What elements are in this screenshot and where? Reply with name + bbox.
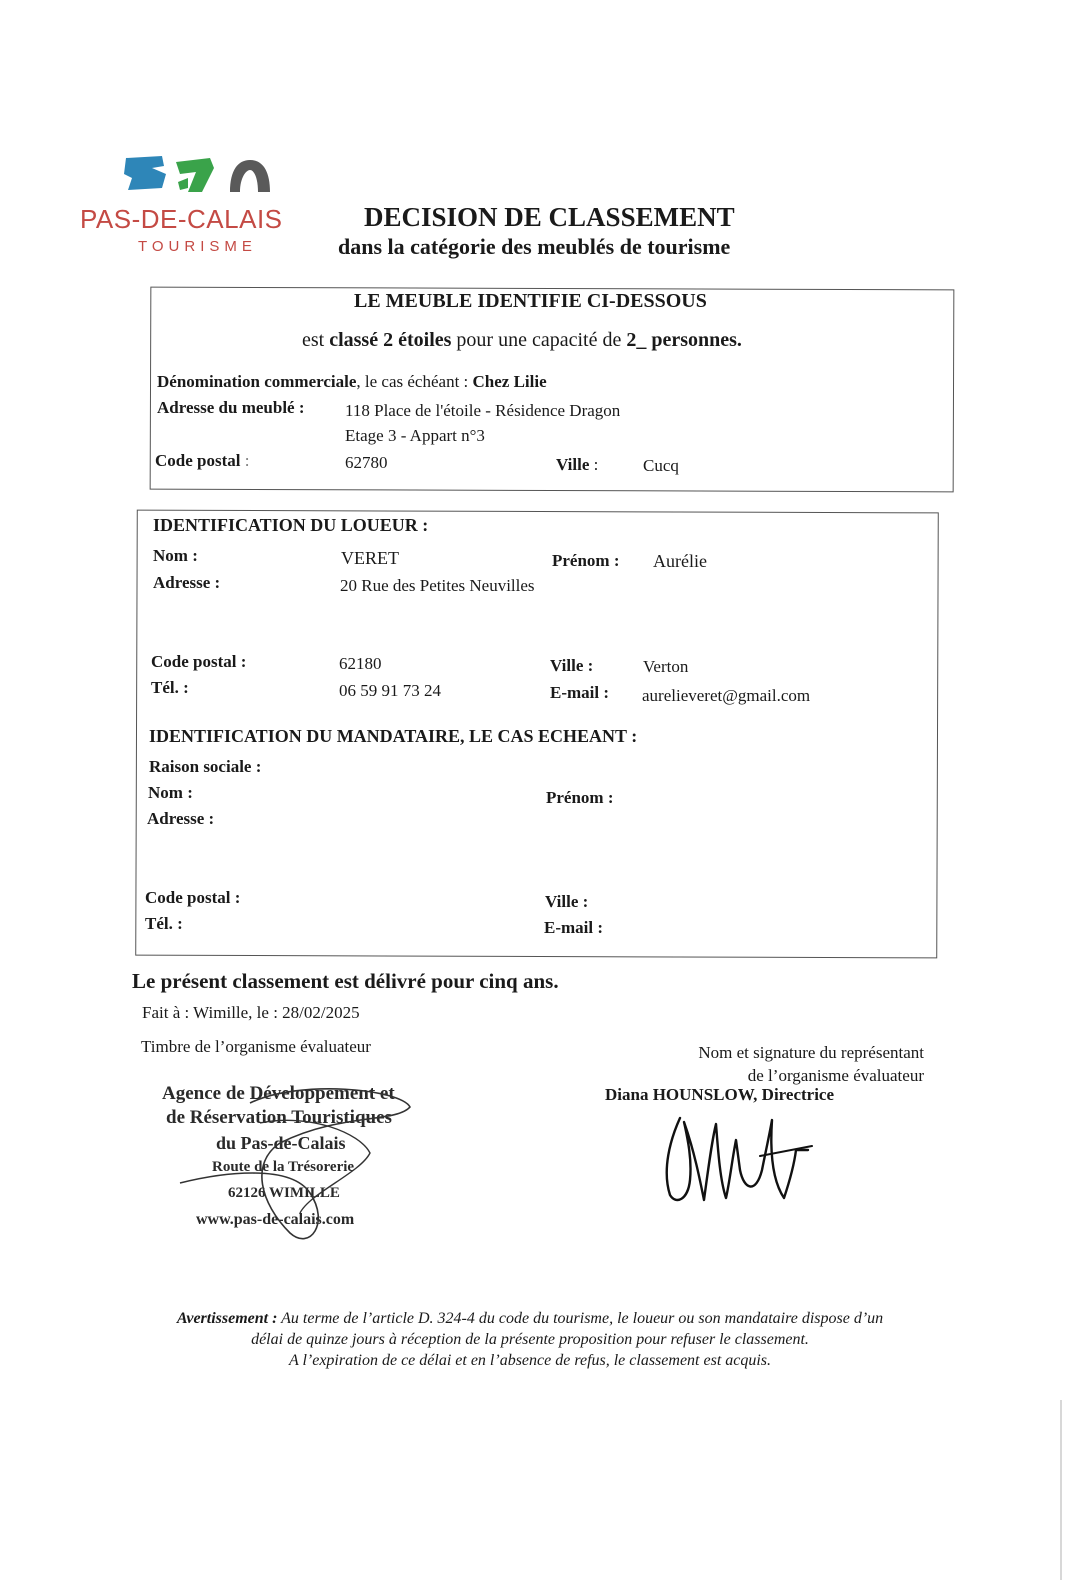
denomination-label: Dénomination commerciale [157,372,357,391]
scan-edge [1060,1400,1062,1580]
mandataire-adresse-label: Adresse : [147,809,215,828]
loueur-tel-label: Tél. : [151,678,189,697]
page-subtitle: dans la catégorie des meublés de tourisme [338,234,731,259]
ville-meuble-row [556,455,598,475]
page-title: DECISION DE CLASSEMENT [364,202,735,232]
warning-label: Avertissement : [176,1310,278,1327]
logo-name: PAS-DE-CALAIS [80,204,283,234]
loueur-heading: IDENTIFICATION DU LOUEUR : [153,515,429,535]
loueur-ville-value: Verton [643,657,689,676]
warning-line-2: délai de quinze jours à réception de la présente proposition pour refuser le classement. [251,1331,809,1348]
loueur-adresse-value: 20 Rue des Petites Neuvilles [340,576,535,595]
validity-statement: Le présent classement est délivré pour cinq ans. [132,969,559,993]
loueur-adresse-label: Adresse : [153,573,221,592]
loueur-nom-value: VERET [341,548,399,568]
mandataire-prenom-label: Prénom : [546,788,614,807]
denomination-note: , le cas échéant : [356,372,469,391]
warning-text-1: Au terme de l’article D. 324-4 du code du tourisme, le loueur ou son mandataire dispose d’un [281,1310,884,1327]
stamp-line-2: de Réservation Touristiques [166,1107,392,1128]
organisme-stamp [160,1083,450,1253]
cp-meuble-colon: : [244,451,250,470]
stamp-line-5: 62126 WIMILLE [228,1185,340,1201]
adresse-meuble-label: Adresse du meublé : [157,398,305,417]
logo-subtitle: TOURISME [138,238,257,255]
cp-meuble-row [155,451,249,471]
loueur-cp-label: Code postal : [151,652,247,671]
adresse-meuble-line2: Etage 3 - Appart n°3 [345,426,485,445]
signature-caption-2: de l’organisme évaluateur [747,1066,924,1085]
loueur-tel-value: 06 59 91 73 24 [339,681,441,700]
stamp-signature-scribble-icon [160,1083,450,1253]
warning-line-3: A l’expiration de ce délai et en l’absence de refus, le classement est acquis. [288,1352,772,1369]
cp-meuble-value: 62780 [345,453,388,472]
ville-meuble-value: Cucq [643,456,679,475]
director-signature-icon [660,1110,820,1210]
ville-meuble-label: Ville [556,455,590,474]
loueur-nom-label: Nom : [153,546,198,565]
stamp-line-4: Route de la Trésorerie [212,1159,355,1175]
cp-meuble-label: Code postal [155,451,241,470]
signature-caption-1: Nom et signature du représentant [698,1043,924,1062]
loueur-prenom-label: Prénom : [552,551,620,570]
fait-a: Fait à : Wimille, le : 28/02/2025 [142,1003,360,1022]
signatory-name: Diana HOUNSLOW, Directrice [605,1085,835,1104]
ville-meuble-colon: : [593,455,599,474]
personnes-text: personnes. [651,329,742,351]
stamp-line-6: www.pas-de-calais.com [196,1211,355,1228]
denomination-value: Chez Lilie [472,372,547,391]
loueur-email-value: aurelieveret@gmail.com [642,686,811,705]
warning-line-1 [110,1310,950,1328]
mandataire-nom-label: Nom : [148,783,193,802]
est-text: est [302,329,325,351]
capacite-text: pour une capacité de [456,329,622,351]
mandataire-email-label: E-mail : [544,918,604,937]
loueur-cp-value: 62180 [339,654,382,673]
stamp-line-3: du Pas-de-Calais [216,1133,346,1153]
mandataire-ville-label: Ville : [545,892,589,911]
classe-text: classé 2 étoiles [329,329,452,351]
stamp-line-1: Agence de Développement et [162,1083,395,1104]
mandataire-heading: IDENTIFICATION DU MANDATAIRE, LE CAS ECHEANT : [149,726,638,746]
loueur-ville-label: Ville : [550,656,594,675]
mandataire-raison-label: Raison sociale : [149,757,262,776]
meuble-heading: LE MEUBLE IDENTIFIE CI-DESSOUS [354,290,707,312]
loueur-email-label: E-mail : [550,683,610,702]
denomination-row [157,372,547,392]
loueur-prenom-value: Aurélie [653,551,707,571]
mandataire-tel-label: Tél. : [145,914,183,933]
mandataire-cp-label: Code postal : [145,888,241,907]
capacite-value: 2_ [626,329,647,351]
timbre-label: Timbre de l’organisme évaluateur [141,1037,371,1056]
adresse-meuble-line1: 118 Place de l'étoile - Résidence Dragon [345,401,621,420]
logo-icon [122,152,272,200]
classement-statement [302,329,742,352]
